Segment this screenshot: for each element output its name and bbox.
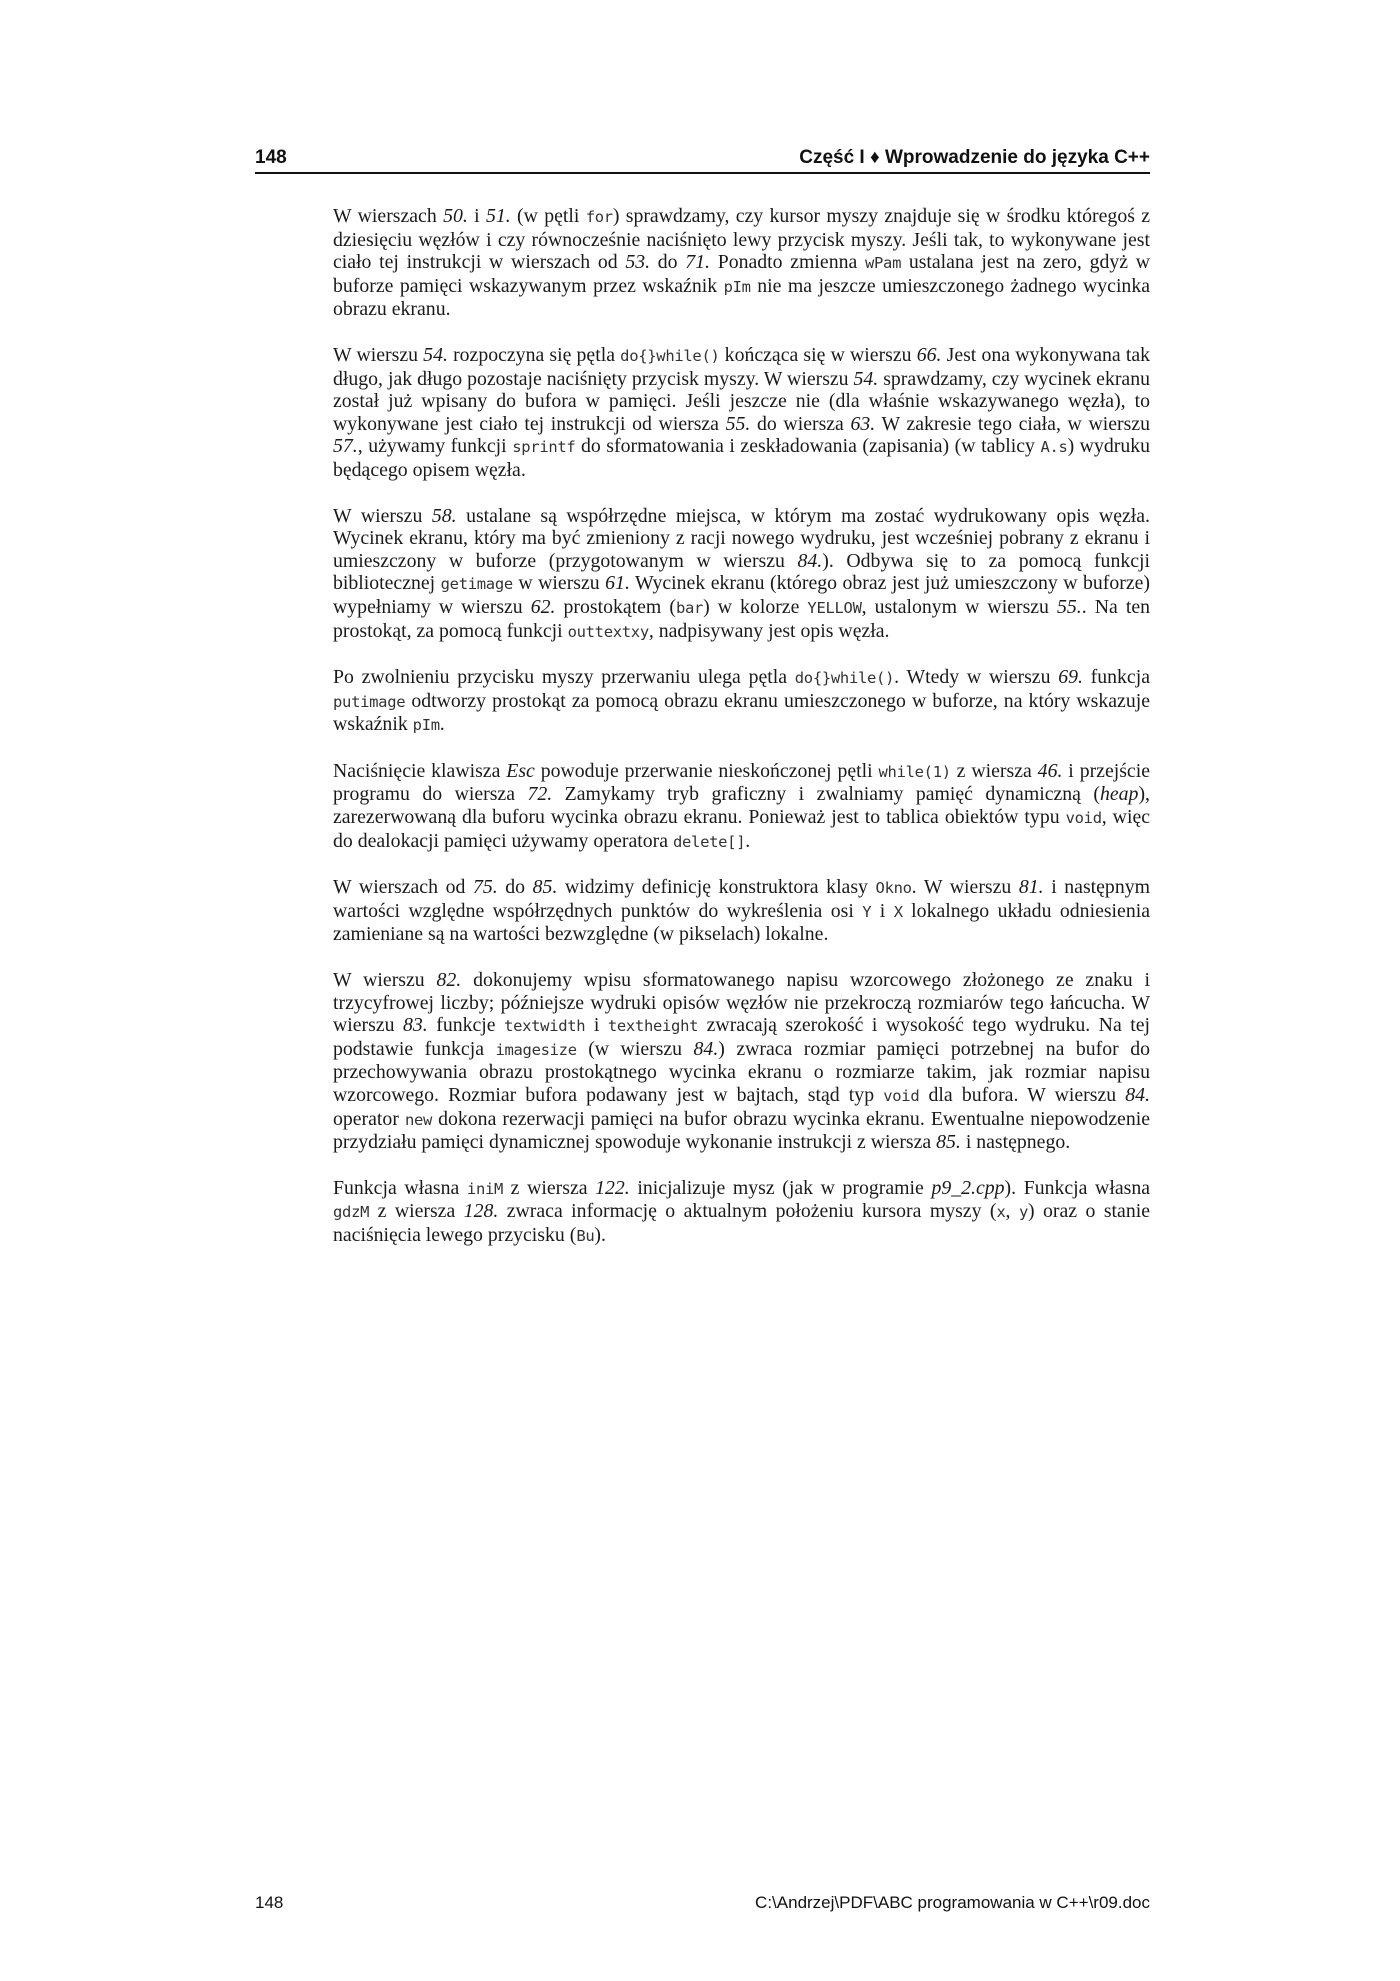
text-run: . W wierszu: [911, 876, 1019, 899]
text-run: widzimy definicję konstruktora klasy: [557, 876, 876, 899]
paragraph: [333, 666, 1150, 737]
text-run: funkcje: [427, 1014, 505, 1037]
text-run: prostokątem (: [555, 595, 676, 618]
text-run: dla bufora. W wierszu: [919, 1084, 1126, 1106]
paragraph: [333, 205, 1150, 321]
emphasis-text: 61.: [605, 572, 630, 595]
inline-code: while(1): [878, 762, 951, 781]
inline-code: pIm: [723, 277, 751, 296]
text-run: W wierszu: [333, 343, 424, 366]
text-run: W zakresie tego ciała, w wierszu: [875, 412, 1150, 435]
inline-code: iniM: [466, 1179, 504, 1198]
text-run: ).: [594, 1223, 606, 1246]
text-run: ) sprawdzamy, czy kursor myszy znajduje się w środku któregoś z dziesięciu węzłów i czy równocześnie naciśnięto lewy przycisk myszy. Jeśli tak, to wykonywane jest ciało tej instrukcji w wierszach od: [333, 205, 1151, 274]
inline-code: void: [1065, 809, 1102, 828]
inline-code: Okno: [875, 879, 912, 898]
text-run: , używamy funkcji: [357, 435, 513, 458]
inline-code: delete[]: [672, 832, 746, 851]
body-text: [333, 205, 1150, 1271]
text-run: , ustalonym w wierszu: [861, 595, 1057, 618]
text-run: i następnego.: [960, 1131, 1071, 1154]
text-run: dokona rezerwacji pamięci na bufor obrazu wycinka ekranu. Ewentualne niepowodzenie przydziału pamięci dynamicznej spowoduje wykonanie instrukcji z wiersza: [333, 1107, 1150, 1154]
text-run: Wycinek ekranu (którego obraz jest już umieszczony w buforze) wypełniamy w wierszu: [333, 572, 1150, 618]
inline-code: getimage: [440, 575, 513, 594]
emphasis-text: 46.: [1037, 759, 1063, 782]
inline-code: y: [1018, 1203, 1028, 1222]
emphasis-text: 122.: [595, 1176, 630, 1199]
paragraph: [333, 969, 1150, 1154]
text-run: zwraca informację o aktualnym położeniu kursora myszy (: [498, 1200, 997, 1223]
text-run: ). Funkcja własna: [1004, 1176, 1150, 1199]
text-run: i: [871, 899, 894, 922]
text-run: .: [745, 829, 751, 852]
emphasis-text: 57.: [333, 435, 358, 458]
emphasis-text: 72.: [527, 783, 553, 806]
text-run: inicjalizuje mysz (jak w programie: [629, 1176, 932, 1199]
text-run: do wiersza: [750, 412, 851, 435]
emphasis-text: 84.: [1125, 1084, 1151, 1106]
inline-code: outtextxy: [567, 622, 649, 641]
text-run: Ponadto zmienna: [710, 251, 865, 274]
inline-code: bar: [675, 598, 704, 617]
inline-code: new: [404, 1110, 433, 1129]
emphasis-text: 54.: [853, 367, 879, 390]
emphasis-text: 83.: [403, 1014, 428, 1037]
text-run: (w pętli: [510, 205, 586, 227]
emphasis-text: 50.: [443, 205, 468, 227]
text-run: i: [585, 1014, 608, 1037]
emphasis-text: 62.: [530, 595, 556, 618]
inline-code: gdzM: [333, 1203, 370, 1222]
emphasis-text: 84.: [797, 549, 823, 572]
text-run: powoduje przerwanie nieskończonej pętli: [534, 759, 879, 782]
emphasis-text: 55.: [725, 412, 751, 435]
header-page-number: 148: [255, 147, 287, 168]
emphasis-text: 84.: [693, 1037, 719, 1060]
paragraph: [333, 760, 1150, 853]
text-run: ) w kolorze: [703, 595, 808, 618]
text-run: .: [439, 713, 445, 736]
text-run: Jest ona wykonywana tak długo, jak długo pozostaje naciśnięty przycisk myszy. W wierszu: [333, 343, 1150, 390]
text-run: . Wtedy w wierszu: [894, 666, 1059, 689]
emphasis-text: 66.: [916, 343, 942, 366]
text-run: Funkcja własna: [333, 1176, 467, 1199]
text-run: ). Odbywa się to za pomocą funkcji bibliotecznej: [333, 549, 1150, 595]
text-run: W wierszach od: [333, 876, 473, 899]
text-run: , nadpisywany jest opis węzła.: [648, 619, 890, 642]
header-part: Część I: [799, 147, 865, 168]
inline-code: x: [996, 1203, 1006, 1222]
header-chapter: Wprowadzenie do języka C++: [884, 147, 1150, 168]
paragraph: [333, 1177, 1150, 1248]
text-run: . Na ten prostokąt, za pomocą funkcji: [333, 595, 1151, 642]
text-run: W wierszach: [333, 205, 444, 227]
paragraph: [333, 344, 1150, 482]
running-header: [255, 142, 1150, 174]
emphasis-text: 69.: [1058, 666, 1083, 689]
emphasis-text: 85.: [936, 1131, 961, 1154]
text-run: z wiersza: [950, 759, 1038, 782]
inline-code: X: [893, 902, 903, 921]
diamond-icon: ♦: [869, 147, 880, 168]
emphasis-text: 75.: [472, 876, 498, 899]
text-run: W wierszu: [333, 504, 432, 527]
text-run: (w wierszu: [576, 1037, 694, 1060]
emphasis-text: 63.: [850, 412, 876, 435]
footer-file-path: C:\Andrzej\PDF\ABC programowania w C++\r09.doc: [755, 1893, 1150, 1912]
emphasis-text: 82.: [436, 969, 462, 992]
text-run: ustalana jest na zero, gdyż w buforze pamięci wskazywanym przez wskaźnik: [333, 251, 1151, 297]
text-run: ), zarezerwowaną dla buforu wycinka obrazu ekranu. Ponieważ jest to tablica obiektów typu: [333, 783, 1150, 829]
page-footer: [255, 1893, 1150, 1917]
emphasis-text: 51.: [485, 205, 511, 227]
text-run: ustalane są współrzędne miejsca, w którym ma zostać wydrukowany opis węzła. Wycinek ekranu, który ma być zmieniony z racji nowego wydruku, jest wcześniej pobrany z ekranu i umieszczony w buforze (przygotowanym w wierszu: [333, 504, 1150, 572]
inline-code: sprintf: [512, 438, 576, 457]
paragraph: [333, 505, 1150, 644]
text-run: i następnym wartości względne współrzędnych punktów do wykreślenia osi: [333, 876, 1150, 922]
text-run: z wiersza: [503, 1176, 596, 1199]
text-run: W wierszu: [333, 969, 437, 992]
footer-page-number: 148: [255, 1893, 284, 1912]
text-run: i przejście programu do wiersza: [333, 759, 1150, 806]
inline-code: do{}while(): [620, 346, 720, 365]
text-run: z wiersza: [369, 1200, 464, 1223]
header-title: [799, 147, 1150, 169]
inline-code: Y: [862, 902, 872, 921]
inline-code: void: [883, 1087, 920, 1105]
emphasis-text: 128.: [463, 1200, 499, 1223]
text-run: Po zwolnieniu przycisku myszy przerwaniu ulega pętla: [333, 666, 795, 689]
text-run: w wierszu: [512, 572, 606, 595]
text-run: ) wydruku będącego opisem węzła.: [333, 435, 1151, 481]
text-run: nie ma jeszcze umieszczonego żadnego wycinka obrazu ekranu.: [333, 274, 1150, 321]
emphasis-text: 53.: [625, 251, 651, 274]
emphasis-text: 71.: [685, 251, 710, 274]
text-run: sprawdzamy, czy wycinek ekranu został już wpisany do bufora w pamięci. Jeśli jeszcze nie (dla właśnie wskazywanego węzła), to wykonywane jest ciało tej instrukcji od wiersza: [333, 367, 1150, 435]
text-run: , więc do dealokacji pamięci używamy operatora: [333, 806, 1151, 852]
emphasis-text: p9_2.cpp: [931, 1176, 1005, 1199]
text-run: funkcja: [1082, 666, 1150, 689]
text-run: ) zwraca rozmiar pamięci potrzebnej na bufor do przechowywania obrazu prostokątnego wycinka ekranu o rozmiarze takim, jak rozmiar napisu wzorcowego. Rozmiar bufora podawany jest w bajtach, stąd typ: [333, 1037, 1150, 1106]
inline-code: textheight: [607, 1017, 699, 1036]
inline-code: wPam: [864, 254, 902, 273]
inline-code: A.s: [1040, 438, 1068, 457]
text-run: dokonujemy wpisu sformatowanego napisu wzorcowego złożonego ze znaku i trzycyfrowej liczby; późniejsze wydruki opisów węzłów nie przekroczą rozmiarów tego łańcucha. W wierszu: [333, 969, 1150, 1037]
text-run: i: [467, 205, 486, 227]
text-run: odtworzy prostokąt za pomocą obrazu ekranu umieszczonego w buforze, na który wskazuje wskaźnik: [333, 689, 1150, 736]
inline-code: YELLOW: [807, 598, 862, 617]
inline-code: for: [585, 208, 613, 226]
inline-code: pIm: [412, 716, 440, 735]
inline-code: do{}while(): [794, 669, 895, 688]
inline-code: imagesize: [495, 1040, 577, 1059]
text-run: operator: [333, 1107, 405, 1130]
text-run: do: [650, 251, 686, 274]
emphasis-text: 58.: [431, 504, 457, 527]
emphasis-text: 81.: [1018, 876, 1044, 899]
text-run: Naciśnięcie klawisza: [333, 759, 507, 782]
text-run: kończąca się w wierszu: [719, 343, 917, 366]
emphasis-text: heap: [1100, 783, 1139, 806]
emphasis-text: Esc: [506, 759, 535, 782]
paragraph: [333, 876, 1150, 946]
inline-code: textwidth: [504, 1017, 586, 1036]
text-run: rozpoczyna się pętla: [447, 343, 621, 366]
text-run: Zamykamy tryb graficzny i zwalniamy pamięć dynamiczną (: [552, 783, 1100, 806]
text-run: ,: [1005, 1200, 1019, 1223]
emphasis-text: 54.: [423, 343, 448, 366]
inline-code: putimage: [333, 692, 406, 711]
text-run: do: [497, 876, 533, 899]
inline-code: Bu: [576, 1226, 595, 1245]
emphasis-text: 55.: [1057, 595, 1082, 618]
emphasis-text: 85.: [532, 876, 558, 899]
text-run: zwracają szerokość i wysokość tego wydruku. Na tej podstawie funkcja: [333, 1014, 1151, 1060]
text-run: do sformatowania i zeskładowania (zapisania) (w tablicy: [575, 435, 1041, 458]
text-run: ) oraz o stanie naciśnięcia lewego przycisku (: [333, 1200, 1150, 1246]
text-run: lokalnego układu odniesienia zamieniane są na wartości bezwzględne (w pikselach) lokalne.: [333, 899, 1150, 946]
